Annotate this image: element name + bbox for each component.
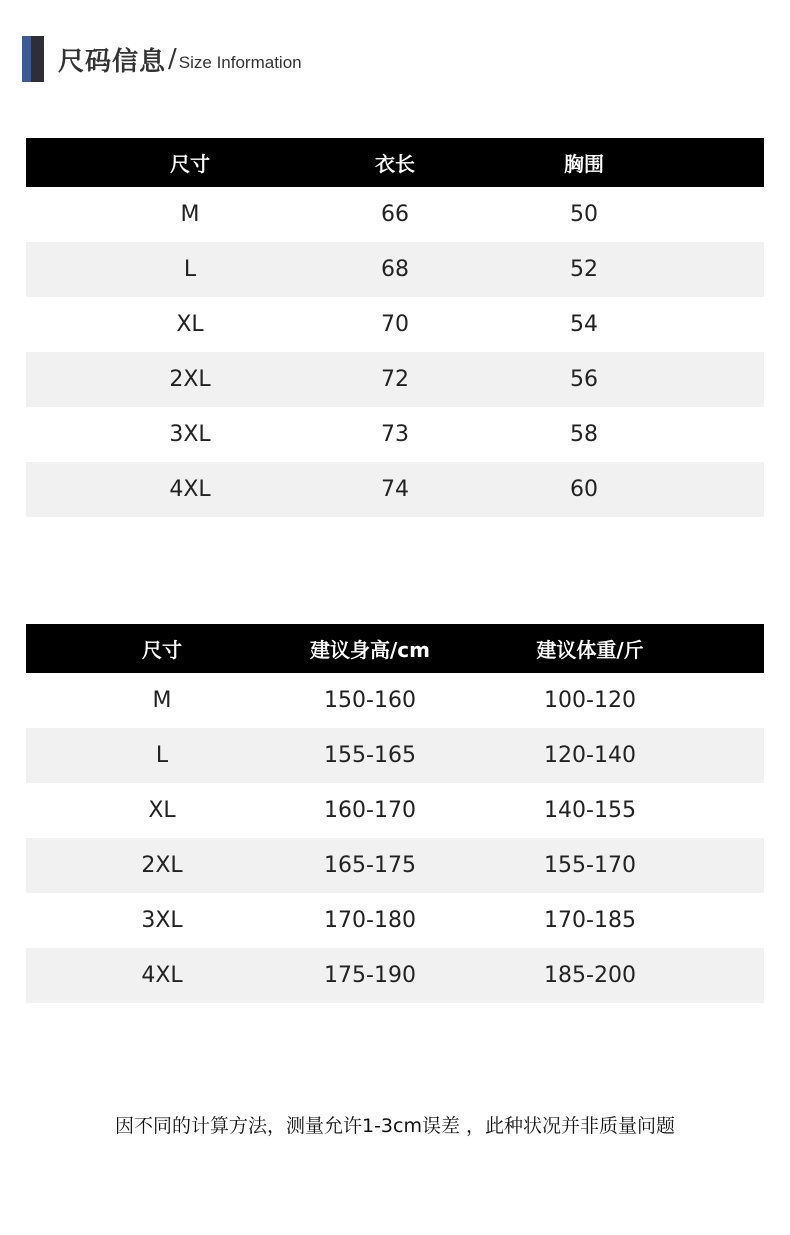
table-header <box>26 138 764 187</box>
header-weight: 建议体重/斤 <box>536 638 644 662</box>
cell-height: 170-180 <box>324 908 416 933</box>
cell-length: 70 <box>381 312 409 337</box>
cell-weight: 100-120 <box>544 688 636 713</box>
header-height: 建议身高/cm <box>310 638 430 662</box>
cell-weight: 185-200 <box>544 963 636 988</box>
cell-weight: 140-155 <box>544 798 636 823</box>
cell-size: 3XL <box>141 908 183 933</box>
title-english: Size Information <box>178 53 302 72</box>
cell-size: 4XL <box>141 963 183 988</box>
cell-chest: 50 <box>570 202 598 227</box>
header-size: 尺寸 <box>170 152 210 176</box>
cell-length: 68 <box>381 257 409 282</box>
cell-size: M <box>180 202 200 227</box>
table-row <box>26 783 764 838</box>
table-row <box>26 893 764 948</box>
cell-size: 2XL <box>169 367 211 392</box>
size-measure-table <box>26 138 764 517</box>
size-recommend-table <box>26 624 764 1003</box>
table-row <box>26 242 764 297</box>
header-chest: 胸围 <box>564 152 604 176</box>
cell-height: 150-160 <box>324 688 416 713</box>
cell-height: 165-175 <box>324 853 416 878</box>
cell-height: 155-165 <box>324 743 416 768</box>
table-header <box>26 624 764 673</box>
cell-size: XL <box>176 312 204 337</box>
cell-size: L <box>155 743 169 768</box>
table-row <box>26 297 764 352</box>
table-row <box>26 407 764 462</box>
cell-length: 66 <box>381 202 409 227</box>
cell-length: 72 <box>381 367 409 392</box>
measurement-note: 因不同的计算方法，测量允许1-3cm误差 ，此种状况并非质量问题 <box>114 1115 676 1137</box>
table-row <box>26 728 764 783</box>
title-slash: / <box>168 44 177 74</box>
table-row <box>26 187 764 242</box>
cell-height: 160-170 <box>324 798 416 823</box>
cell-length: 73 <box>381 422 409 447</box>
table-row <box>26 948 764 1003</box>
cell-chest: 60 <box>570 477 598 502</box>
cell-size: 2XL <box>141 853 183 878</box>
cell-weight: 155-170 <box>544 853 636 878</box>
cell-size: L <box>183 257 197 282</box>
accent-bar-dark <box>31 36 44 82</box>
cell-size: 3XL <box>169 422 211 447</box>
cell-size: M <box>152 688 172 713</box>
table-row <box>26 673 764 728</box>
title-chinese: 尺码信息 <box>58 46 167 77</box>
cell-length: 74 <box>381 477 409 502</box>
cell-height: 175-190 <box>324 963 416 988</box>
header-size: 尺寸 <box>142 638 182 662</box>
cell-chest: 56 <box>570 367 598 392</box>
accent-bar <box>22 36 31 82</box>
cell-weight: 120-140 <box>544 743 636 768</box>
cell-chest: 52 <box>570 257 598 282</box>
cell-size: XL <box>148 798 176 823</box>
cell-chest: 54 <box>570 312 598 337</box>
table-row <box>26 462 764 517</box>
cell-weight: 170-185 <box>544 908 636 933</box>
table-row <box>26 838 764 893</box>
section-header <box>22 36 302 82</box>
cell-chest: 58 <box>570 422 598 447</box>
cell-size: 4XL <box>169 477 211 502</box>
header-length: 衣长 <box>375 152 415 176</box>
table-row <box>26 352 764 407</box>
